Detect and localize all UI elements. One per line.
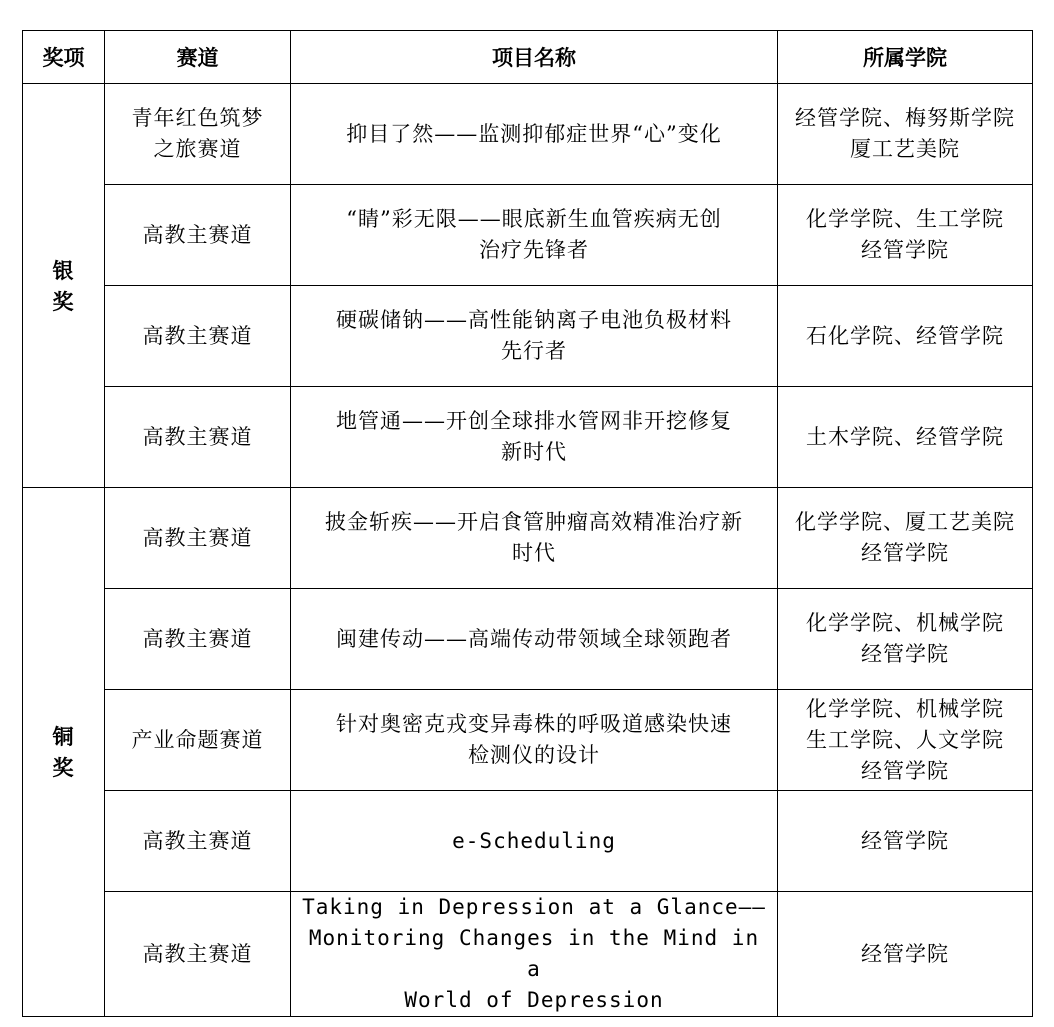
track-cell: 高教主赛道 bbox=[105, 185, 291, 286]
header-college: 所属学院 bbox=[778, 31, 1033, 84]
college-cell: 化学学院、生工学院 经管学院 bbox=[778, 185, 1033, 286]
table-row bbox=[23, 387, 1033, 488]
college-cell: 化学学院、机械学院 经管学院 bbox=[778, 589, 1033, 690]
college-cell: 土木学院、经管学院 bbox=[778, 387, 1033, 488]
table-row bbox=[23, 185, 1033, 286]
header-award: 奖项 bbox=[23, 31, 105, 84]
table-row bbox=[23, 84, 1033, 185]
award-level-bronze bbox=[23, 488, 105, 1017]
project-name-cell: 针对奥密克戎变异毒株的呼吸道感染快速 检测仪的设计 bbox=[291, 690, 778, 791]
award-level-label: 铜 奖 bbox=[52, 724, 75, 780]
college-cell: 化学学院、机械学院 生工学院、人文学院 经管学院 bbox=[778, 690, 1033, 791]
header-project-name: 项目名称 bbox=[291, 31, 778, 84]
track-cell: 高教主赛道 bbox=[105, 892, 291, 1017]
table-row bbox=[23, 892, 1033, 1017]
track-cell: 高教主赛道 bbox=[105, 589, 291, 690]
header-row bbox=[23, 31, 1033, 84]
college-cell: 经管学院、梅努斯学院 厦工艺美院 bbox=[778, 84, 1033, 185]
college-cell: 经管学院 bbox=[778, 892, 1033, 1017]
table-row bbox=[23, 690, 1033, 791]
track-cell: 高教主赛道 bbox=[105, 286, 291, 387]
award-level-silver bbox=[23, 84, 105, 488]
track-cell: 高教主赛道 bbox=[105, 791, 291, 892]
project-name-cell: 闽建传动——高端传动带领域全球领跑者 bbox=[291, 589, 778, 690]
project-name-cell: e-Scheduling bbox=[291, 791, 778, 892]
table-row bbox=[23, 589, 1033, 690]
project-name-cell: 硬碳储钠——高性能钠离子电池负极材料 先行者 bbox=[291, 286, 778, 387]
college-cell: 石化学院、经管学院 bbox=[778, 286, 1033, 387]
track-cell: 高教主赛道 bbox=[105, 387, 291, 488]
awards-table bbox=[22, 30, 1033, 1017]
college-cell: 化学学院、厦工艺美院 经管学院 bbox=[778, 488, 1033, 589]
project-name-cell: 披金斩疾——开启食管肿瘤高效精准治疗新 时代 bbox=[291, 488, 778, 589]
college-cell: 经管学院 bbox=[778, 791, 1033, 892]
header-track: 赛道 bbox=[105, 31, 291, 84]
table-row bbox=[23, 488, 1033, 589]
project-name-cell: 地管通——开创全球排水管网非开挖修复 新时代 bbox=[291, 387, 778, 488]
track-cell: 产业命题赛道 bbox=[105, 690, 291, 791]
project-name-cell: 抑目了然——监测抑郁症世界“心”变化 bbox=[291, 84, 778, 185]
track-cell: 青年红色筑梦之旅赛道 bbox=[105, 84, 291, 185]
project-name-cell: Taking in Depression at a Glance—— Monitoring Changes in the Mind in a World of Depression bbox=[291, 892, 778, 1017]
track-cell: 高教主赛道 bbox=[105, 488, 291, 589]
award-level-label: 银 奖 bbox=[52, 257, 75, 314]
project-name-cell: “睛”彩无限——眼底新生血管疾病无创 治疗先锋者 bbox=[291, 185, 778, 286]
table-row bbox=[23, 791, 1033, 892]
table-row bbox=[23, 286, 1033, 387]
